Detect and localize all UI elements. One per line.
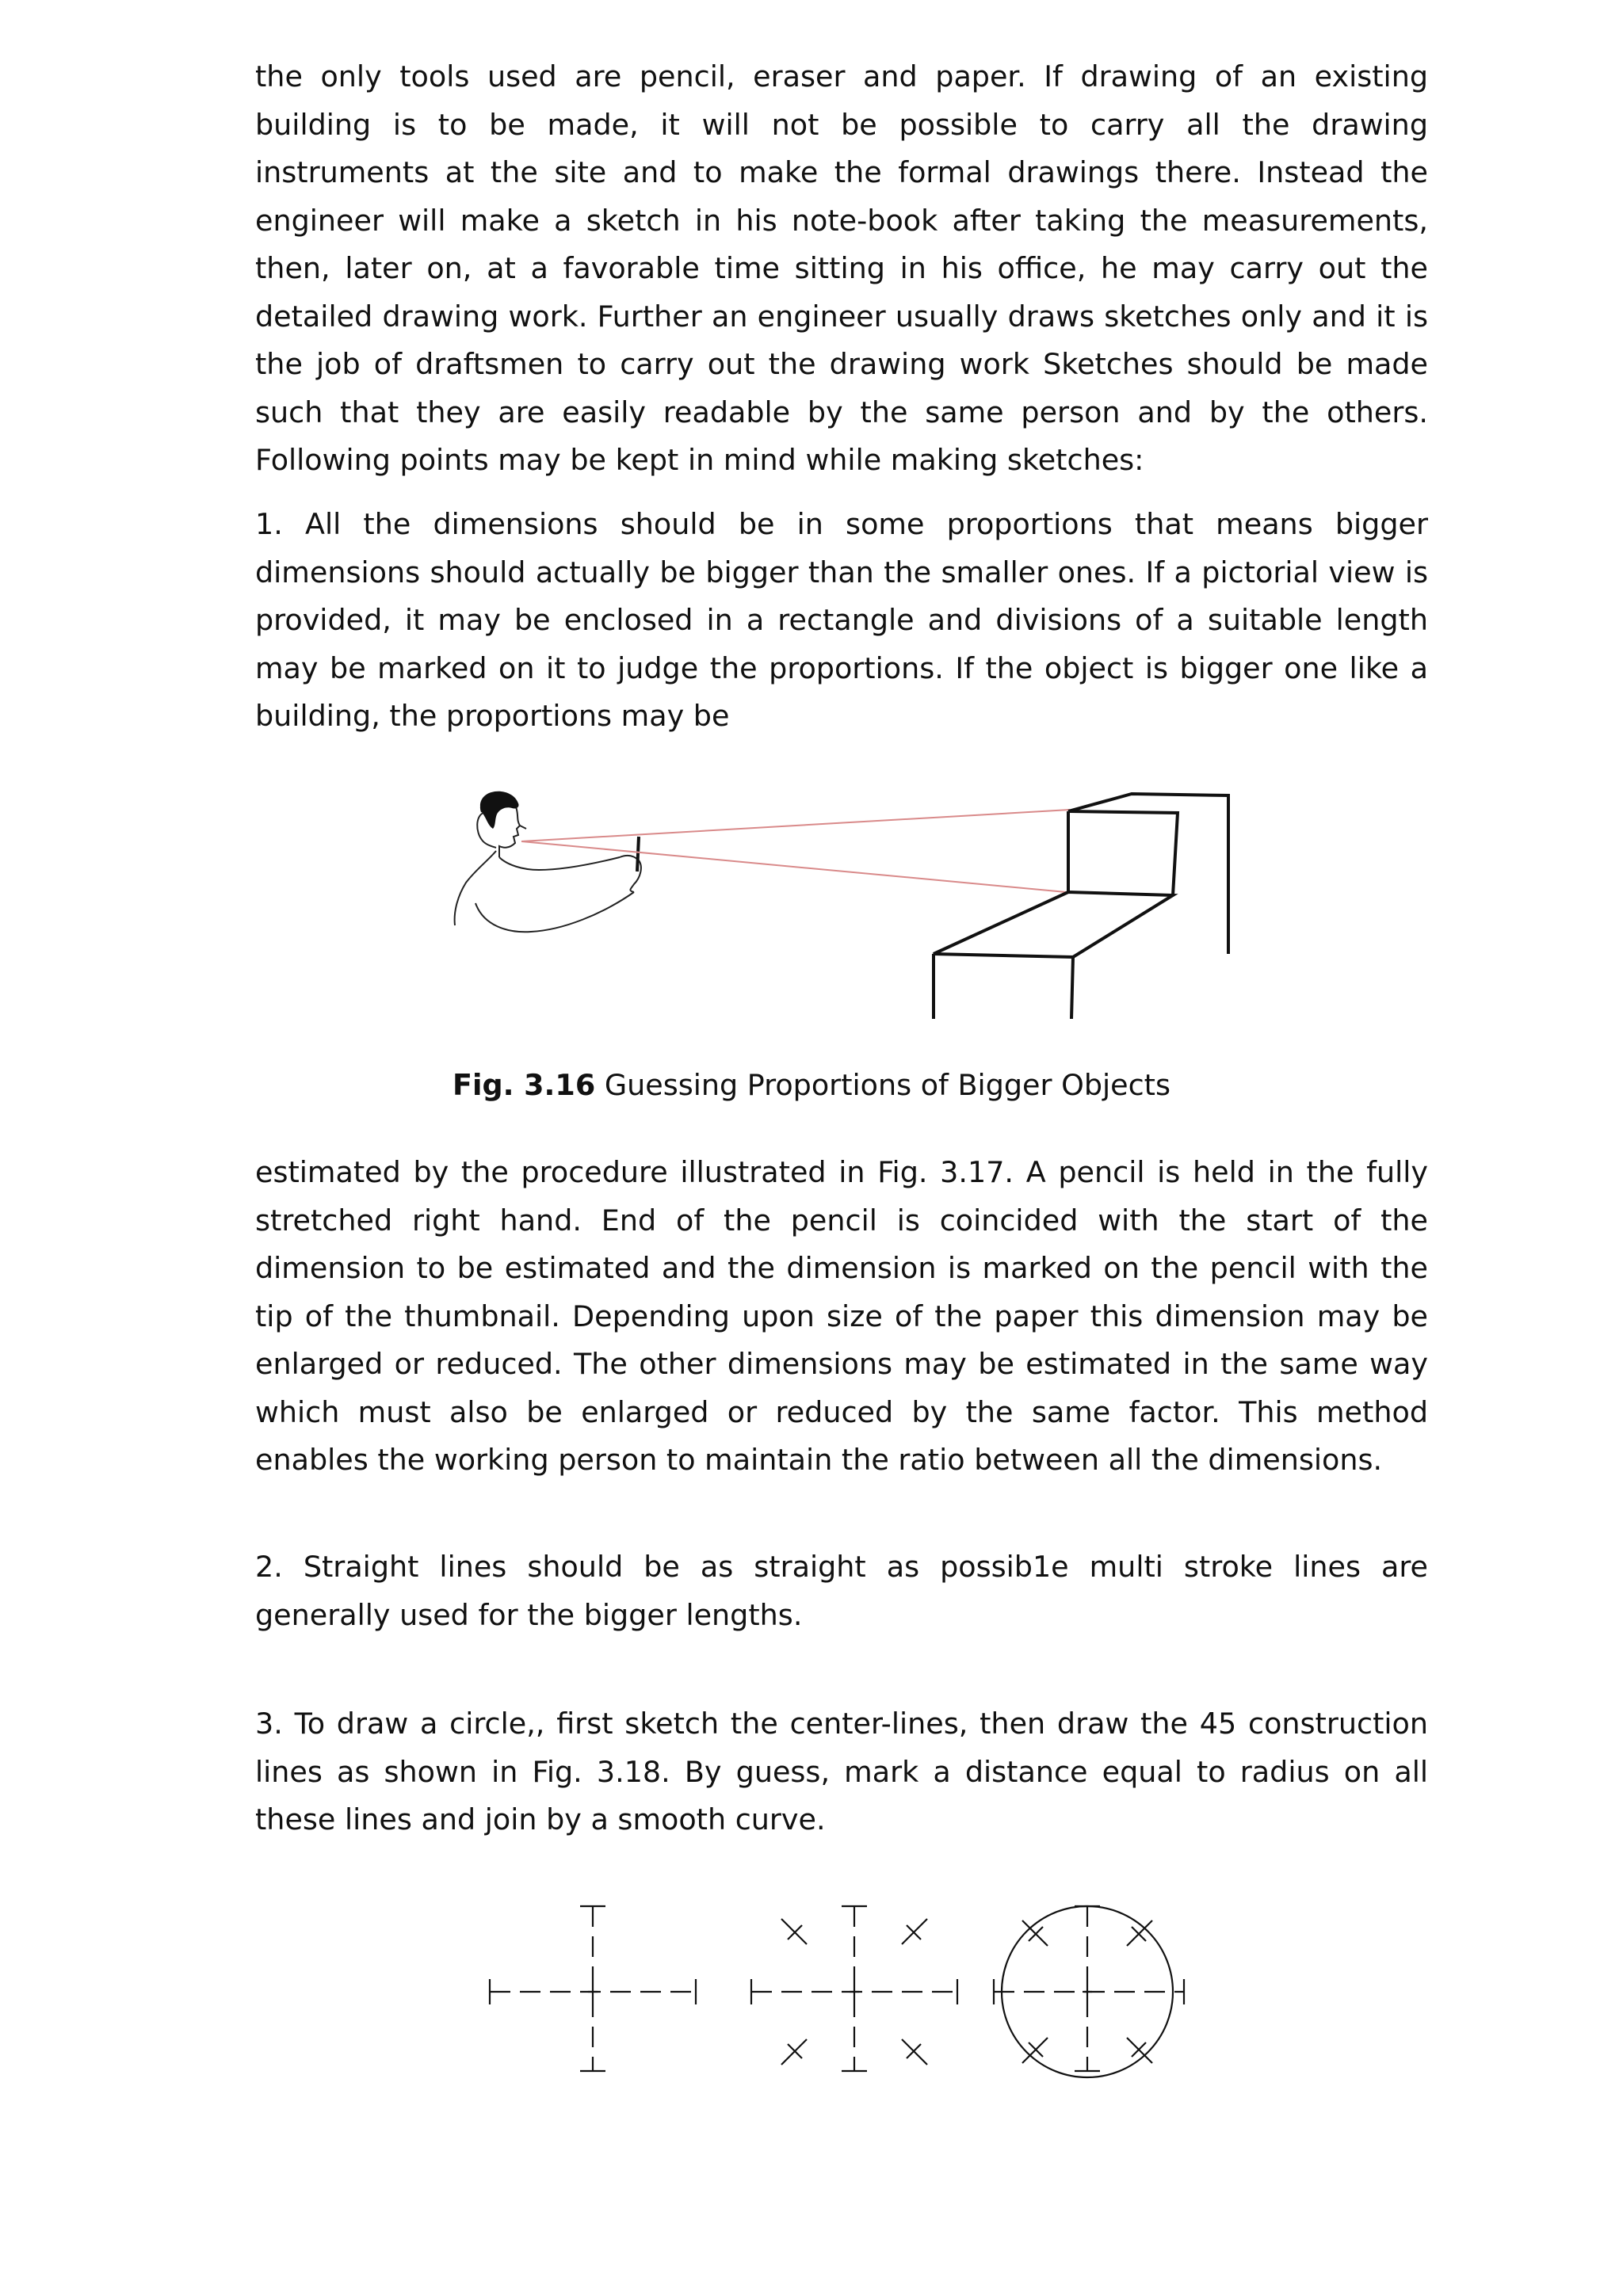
- paragraph-point-1: 1. All the dimensions should be in some proportions that means bigger dimensions should actually be bigger than the smaller ones. If a pictorial view is provided, it may be enclosed in a rectangle and divisions of a suitable length may be marked on it to judge the proportions. If the object is bigger one like a building, the proportions may be: [255, 507, 1428, 733]
- figure-label: Fig. 3.16: [453, 1068, 596, 1102]
- building-outline: [934, 794, 1228, 1019]
- paragraph-point-1-continued: estimated by the procedure illustrated in Fig. 3.17. A pencil is held in the fully stretched right hand. End of the pencil is coincided with the start of the dimension to be estimated and the dimension is marked on the pencil with the tip of the thumbnail. Depending upon size of the paper this dimension may be enlarged or reduced. The other dimensions may be estimated in the same way which must also be enlarged or reduced by the same factor. This method enables the working person to maintain the ratio between all the dimensions.: [255, 1155, 1428, 1477]
- figure-title: Guessing Proportions of Bigger Objects: [604, 1068, 1170, 1102]
- figure-3-16-caption: [0, 1062, 1623, 1109]
- sight-lines: [521, 810, 1070, 892]
- figure-3-16-illustration: [444, 784, 1252, 1030]
- man-hair: [480, 791, 519, 829]
- paragraph-point-2: 2. Straight lines should be as straight as possib1e multi stroke lines are generally used for the bigger lengths.: [255, 1550, 1428, 1632]
- step-1-center-lines: [490, 1906, 696, 2071]
- step-3-circle: [994, 1906, 1184, 2077]
- paragraph-intro: the only tools used are pencil, eraser and paper. If drawing of an existing building is to be made, it will not be possible to carry all the drawing instruments at the site and to make the formal drawings there. Instead the engineer will make a sketch in his note-book after taking the measurements, then, later on, at a favorable time sitting in his office, he may carry out the detailed drawing work. Further an engineer usually draws sketches only and it is the job of draftsmen to carry out the drawing work Sketches should be made such that they are easily readable by the same person and by the others. Following points may be kept in mind while making sketches:: [255, 59, 1428, 477]
- figure-3-18-illustration: [475, 1886, 1205, 2123]
- step-2-construction-lines: [751, 1906, 957, 2071]
- man-figure: [455, 795, 641, 933]
- paragraph-point-3: 3. To draw a circle,, first sketch the center-lines, then draw the 45 construction lines as shown in Fig. 3.18. By guess, mark a distance equal to radius on all these lines and join by a smooth curve.: [255, 1707, 1428, 1836]
- pencil: [637, 837, 639, 871]
